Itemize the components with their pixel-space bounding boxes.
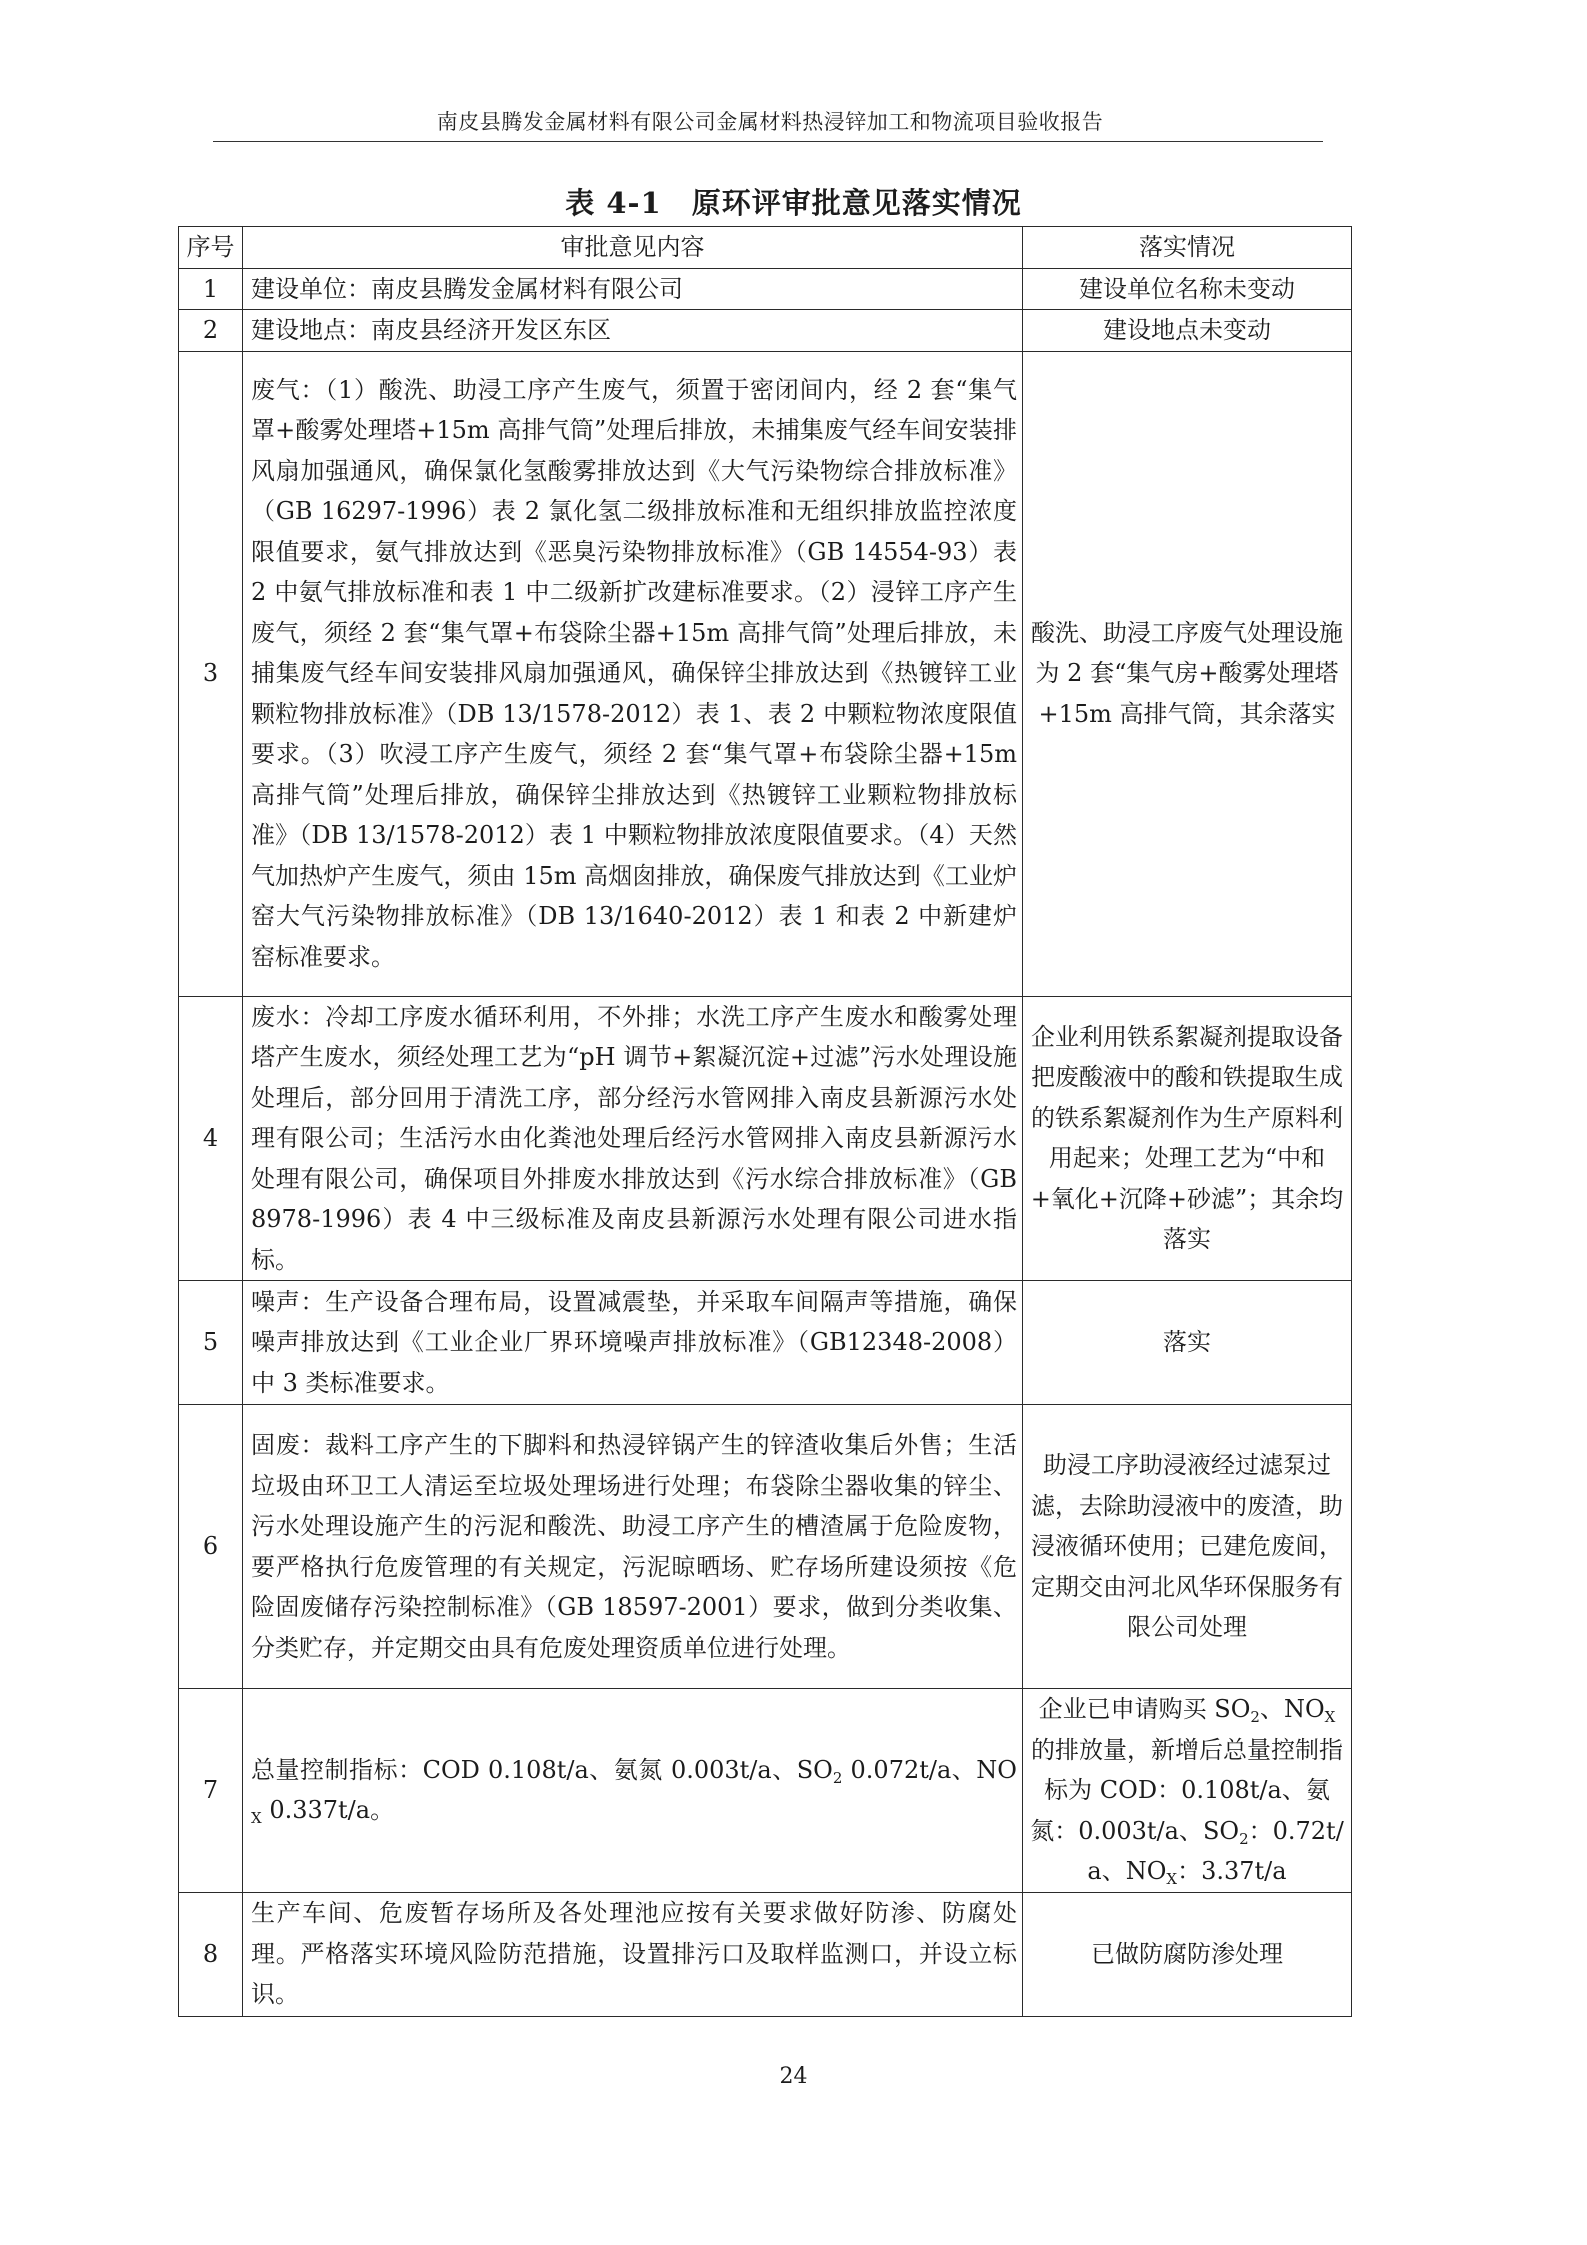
table-row xyxy=(179,1281,1352,1405)
table-row xyxy=(179,310,1352,352)
implementation-status: 企业已申请购买 $SO_2$、$NO_X$ 的排放量，新增后总量控制指标为 COD：0.108t/a、氨氮：0.003t/a、$SO_2$：0.72t/a、$NO_X$：3.37t/a xyxy=(1023,1689,1352,1893)
table-row xyxy=(179,1405,1352,1689)
table-header-row xyxy=(179,227,1352,269)
column-header-no: 序号 xyxy=(179,227,243,269)
row-number: 7 xyxy=(179,1689,243,1893)
approval-content: 废气：（1）酸洗、助浸工序产生废气，须置于密闭间内，经 2 套“集气罩+酸雾处理塔+15m 高排气筒”处理后排放，未捕集废气经车间安装排风扇加强通风，确保氯化氢酸雾排放达到《大气污染物综合排放标准》（GB 16297-1996）表 2 氯化氢二级排放标准和无组织排放监控浓度限值要求，氨气排放达到《恶臭污染物排放标准》（GB 14554-93）表 2 中氨气排放标准和表 1 中二级新扩改建标准要求。（2）浸锌工序产生废气，须经 2 套“集气罩+布袋除尘器+15m 高排气筒”处理后排放，未捕集废气经车间安装排风扇加强通风，确保锌尘排放达到《热镀锌工业颗粒物排放标准》（DB 13/1578-2012）表 1、表 2 中颗粒物浓度限值要求。（3）吹浸工序产生废气，须经 2 套“集气罩+布袋除尘器+15m 高排气筒”处理后排放，确保锌尘排放达到《热镀锌工业颗粒物排放标准》（DB 13/1578-2012）表 1 中颗粒物排放浓度限值要求。（4）天然气加热炉产生废气，须由 15m 高烟囱排放，确保废气排放达到《工业炉窑大气污染物排放标准》（DB 13/1640-2012）表 1 和表 2 中新建炉窑标准要求。 xyxy=(243,351,1023,996)
row-number: 4 xyxy=(179,996,243,1281)
header-divider xyxy=(213,141,1323,142)
row-number: 6 xyxy=(179,1405,243,1689)
approval-content: 建设地点：南皮县经济开发区东区 xyxy=(243,310,1023,352)
table-row xyxy=(179,268,1352,310)
approval-content: 噪声：生产设备合理布局，设置减震垫，并采取车间隔声等措施，确保噪声排放达到《工业企业厂界环境噪声排放标准》（GB12348-2008）中 3 类标准要求。 xyxy=(243,1281,1023,1405)
implementation-status: 酸洗、助浸工序废气处理设施为 2 套“集气房+酸雾处理塔+15m 高排气筒，其余落实 xyxy=(1023,351,1352,996)
implementation-status: 落实 xyxy=(1023,1281,1352,1405)
approval-content: 固废：裁料工序产生的下脚料和热浸锌锅产生的锌渣收集后外售；生活垃圾由环卫工人清运至垃圾处理场进行处理；布袋除尘器收集的锌尘、污水处理设施产生的污泥和酸洗、助浸工序产生的槽渣属于危险废物，要严格执行危废管理的有关规定，污泥晾晒场、贮存场所建设须按《危险固废储存污染控制标准》（GB 18597-2001）要求，做到分类收集、分类贮存，并定期交由具有危废处理资质单位进行处理。 xyxy=(243,1405,1023,1689)
implementation-status: 已做防腐防渗处理 xyxy=(1023,1892,1352,2016)
approval-content: 生产车间、危废暂存场所及各处理池应按有关要求做好防渗、防腐处理。严格落实环境风险防范措施，设置排污口及取样监测口，并设立标识。 xyxy=(243,1892,1023,2016)
column-header-status: 落实情况 xyxy=(1023,227,1352,269)
approval-content: 废水：冷却工序废水循环利用，不外排；水洗工序产生废水和酸雾处理塔产生废水，须经处理工艺为“pH 调节+絮凝沉淀+过滤”污水处理设施处理后，部分回用于清洗工序，部分经污水管网排入南皮县新源污水处理有限公司；生活污水由化粪池处理后经污水管网排入南皮县新源污水处理有限公司，确保项目外排废水排放达到《污水综合排放标准》（GB 8978-1996）表 4 中三级标准及南皮县新源污水处理有限公司进水指标。 xyxy=(243,996,1023,1281)
implementation-status: 助浸工序助浸液经过滤泵过滤，去除助浸液中的废渣，助浸液循环使用；已建危废间，定期交由河北风华环保服务有限公司处理 xyxy=(1023,1405,1352,1689)
approval-content: 建设单位：南皮县腾发金属材料有限公司 xyxy=(243,268,1023,310)
row-number: 5 xyxy=(179,1281,243,1405)
running-header: 南皮县腾发金属材料有限公司金属材料热浸锌加工和物流项目验收报告 xyxy=(436,110,1104,134)
table-row xyxy=(179,996,1352,1281)
table-row xyxy=(179,1892,1352,2016)
row-number: 3 xyxy=(179,351,243,996)
table-row xyxy=(179,1689,1352,1893)
approval-table xyxy=(178,226,1352,2017)
row-number: 2 xyxy=(179,310,243,352)
row-number: 8 xyxy=(179,1892,243,2016)
row-number: 1 xyxy=(179,268,243,310)
page-number: 24 xyxy=(779,2064,808,2089)
implementation-status: 建设地点未变动 xyxy=(1023,310,1352,352)
implementation-status: 建设单位名称未变动 xyxy=(1023,268,1352,310)
table-row xyxy=(179,351,1352,996)
implementation-status: 企业利用铁系絮凝剂提取设备把废酸液中的酸和铁提取生成的铁系絮凝剂作为生产原料利用起来；处理工艺为“中和+氧化+沉降+砂滤”；其余均落实 xyxy=(1023,996,1352,1281)
approval-content: 总量控制指标：COD 0.108t/a、氨氮 0.003t/a、$SO_2$ 0.072t/a、$NO_X$ 0.337t/a。 xyxy=(243,1689,1023,1893)
column-header-content: 审批意见内容 xyxy=(243,227,1023,269)
table-title: 表 4-1 原环评审批意见落实情况 xyxy=(565,186,1022,220)
